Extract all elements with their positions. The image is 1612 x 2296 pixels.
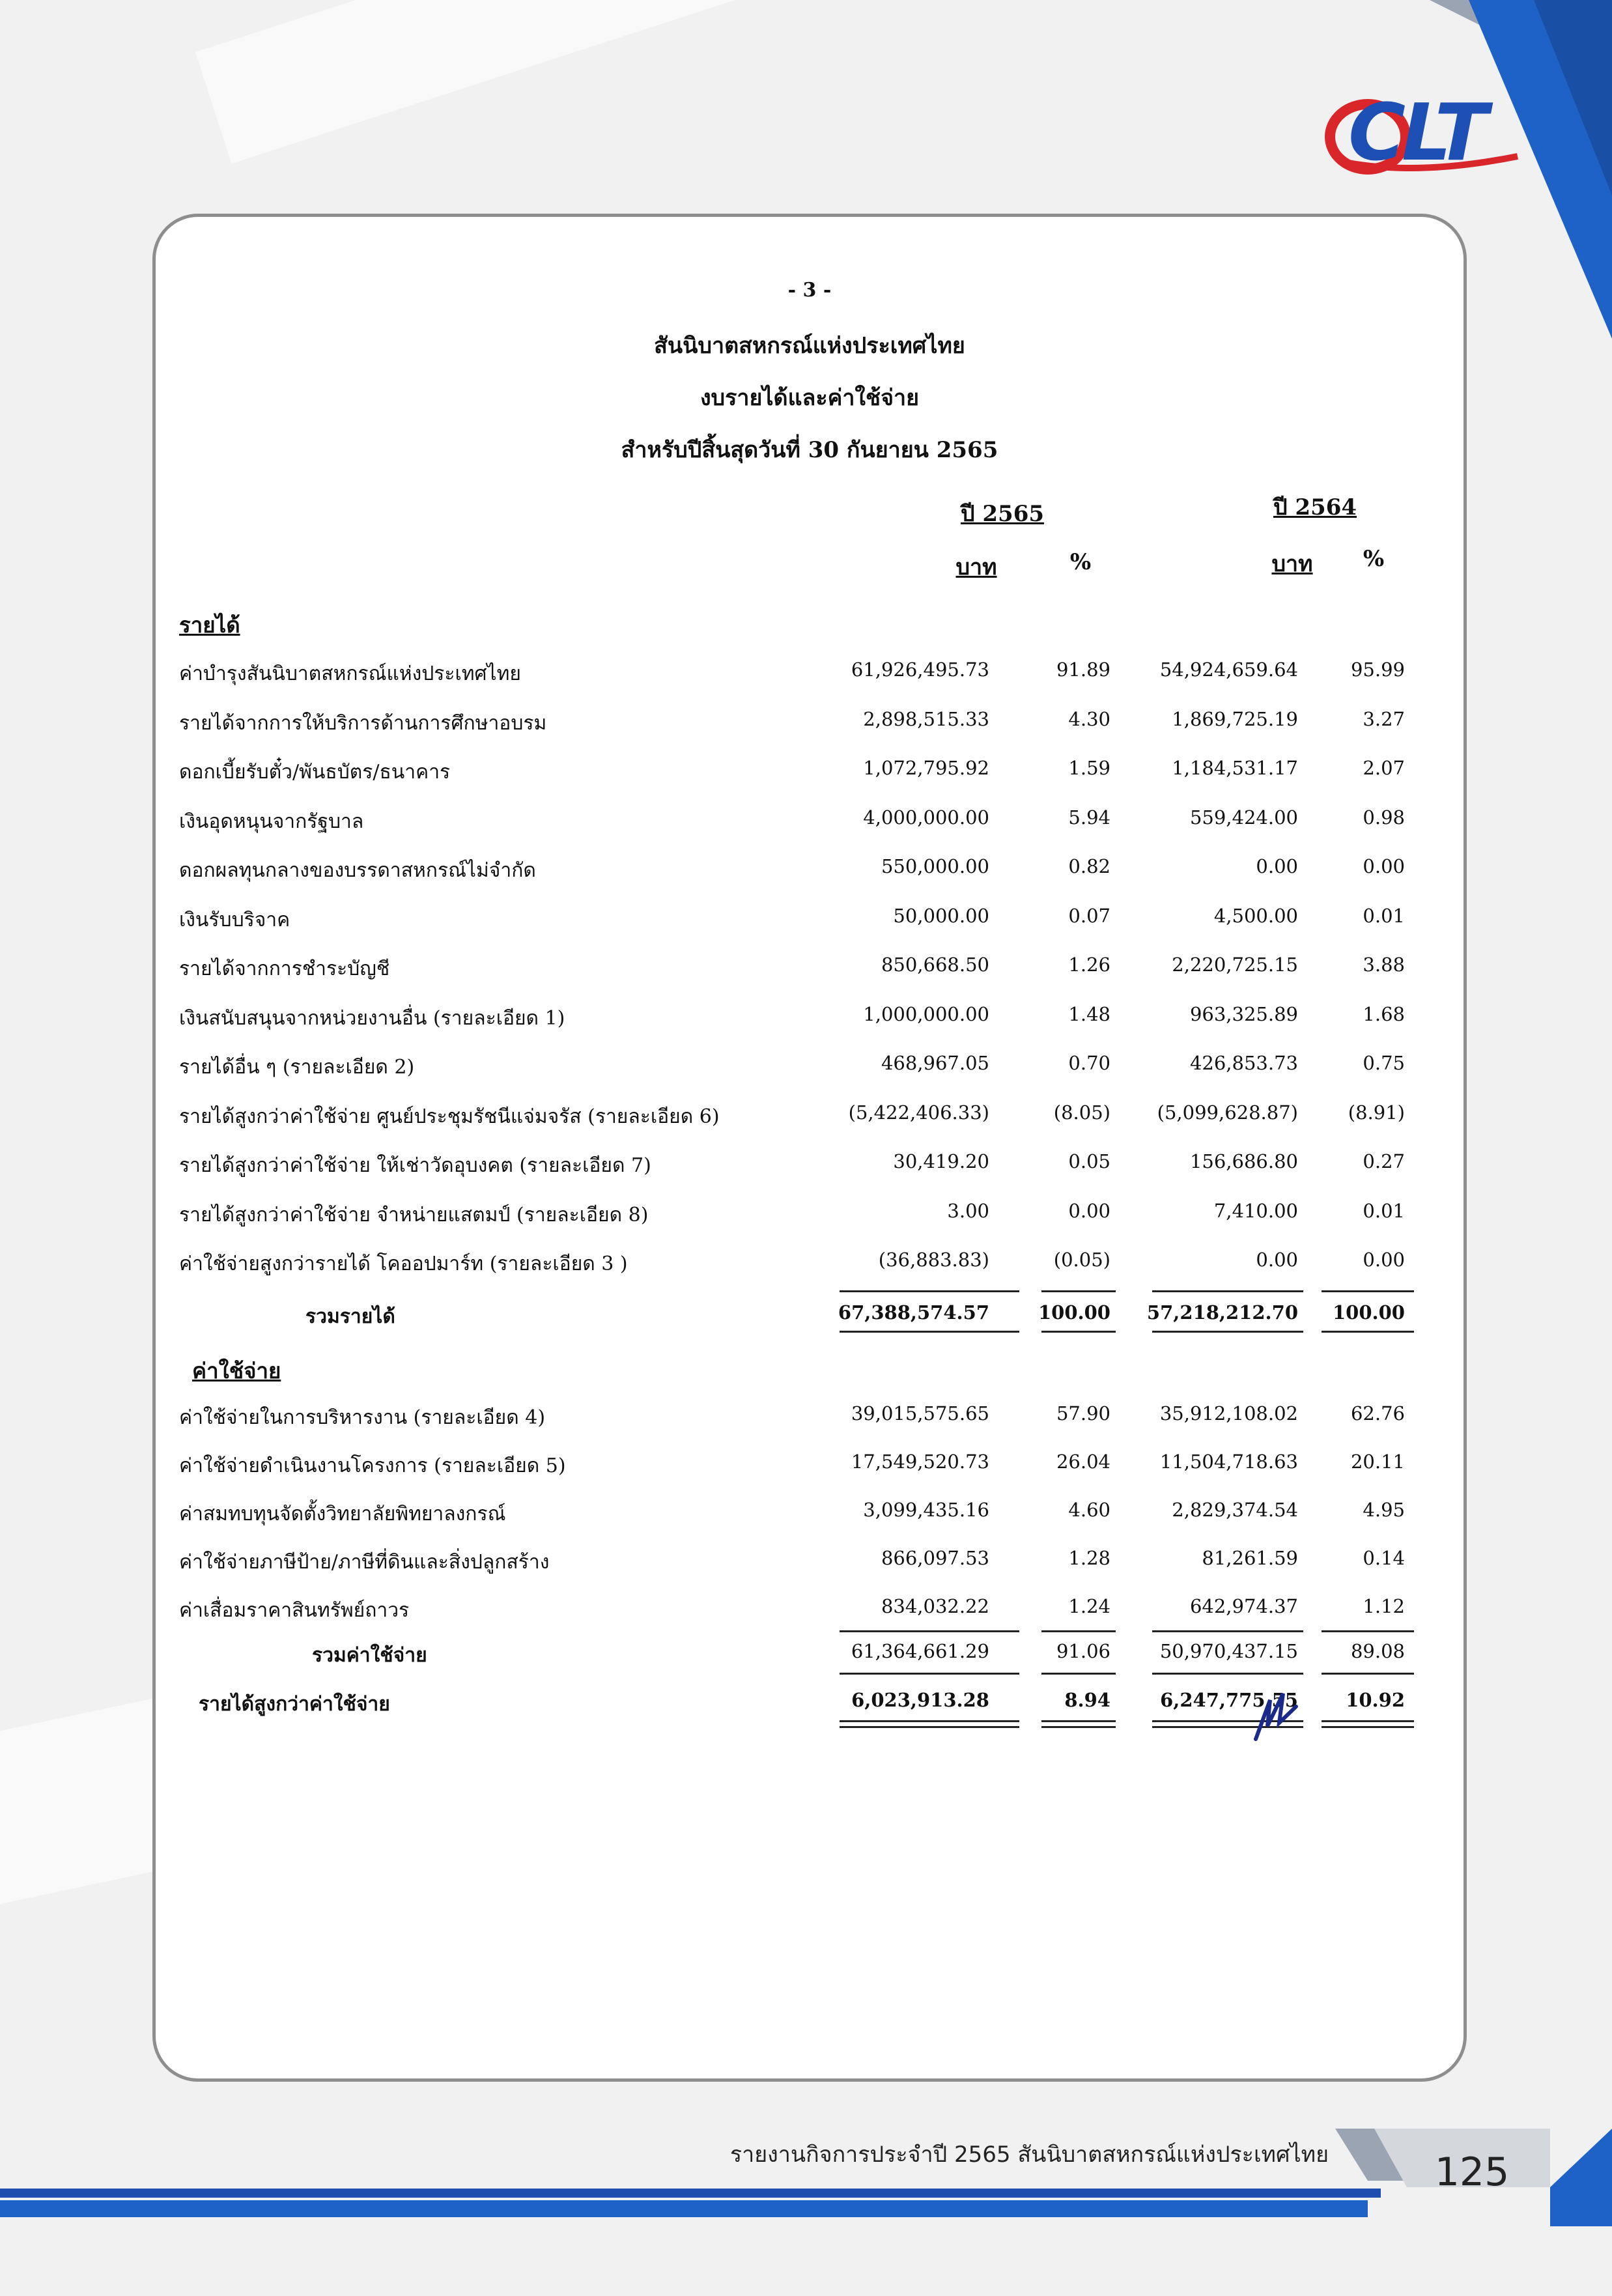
income-total-label: รวมรายได้ [305,1305,395,1328]
income-amount-2565: 4,000,000.00 [863,806,989,829]
income-amount-2565: 3.00 [947,1199,989,1222]
income-pct-2565: 5.94 [1068,806,1110,829]
income-label: เงินสนับสนุนจากหน่วยงานอื่น (รายละเอียด 1) [179,1006,565,1030]
signature-mark [1251,1687,1303,1746]
income-amount-2564: 0.00 [1256,1249,1298,1271]
expense-amount-2565: 3,099,435.16 [863,1499,989,1521]
income-label: รายได้สูงกว่าค่าใช้จ่าย ให้เช่าวัดอุบงคต (รายละเอียด 7) [179,1154,651,1177]
income-amount-2565: 550,000.00 [881,855,989,877]
income-pct-2565: 1.59 [1068,757,1110,779]
income-pct-2564: 3.88 [1363,954,1405,976]
income-label: รายได้สูงกว่าค่าใช้จ่าย ศูนย์ประชุมรัชนีแจ่มจรัส (รายละเอียด 6) [179,1105,720,1128]
expense-label: ค่าสมทบทุนจัดตั้งวิทยาลัยพิทยาลงกรณ์ [179,1503,506,1525]
income-pct-2565: (8.05) [1053,1101,1110,1124]
total-rule [1152,1331,1303,1333]
expense-pct-2564: 20.11 [1350,1451,1405,1473]
income-row [156,1249,1464,1288]
income-amount-2565: 1,000,000.00 [863,1002,989,1025]
income-amount-2565: (5,422,406.33) [848,1101,989,1124]
col-baht-prior: บาท [1271,551,1313,577]
expense-row [156,1451,1464,1490]
footer-stripe [0,2200,1368,2217]
expense-amount-2564: 35,912,108.02 [1159,1402,1298,1424]
clt-logo [1322,91,1531,176]
income-row [156,659,1464,698]
expense-amount-2565: 866,097.53 [881,1547,989,1569]
expense-amount-2565: 17,549,520.73 [851,1451,989,1473]
expense-pct-2564: 4.95 [1363,1499,1405,1521]
income-row [156,708,1464,747]
income-row [156,1200,1464,1239]
income-pct-2565: 1.48 [1068,1002,1110,1025]
grand-total-double-rule [840,1720,1019,1728]
income-amount-2565: 468,967.05 [881,1052,989,1074]
col-pct-current: % [1069,549,1092,575]
expense-pct-2565: 57.90 [1056,1402,1110,1424]
col-pct-prior: % [1363,546,1385,572]
income-total-row [156,1301,1464,1340]
income-total-2564: 57,218,212.70 [1146,1301,1298,1324]
income-pct-2565: (0.05) [1053,1249,1110,1271]
grand-total-double-rule [1041,1720,1116,1728]
income-label: ดอกเบี้ยรับตั๋ว/พันธบัตร/ธนาคาร [179,761,451,784]
expense-amount-2564: 81,261.59 [1202,1547,1298,1569]
income-label: รายได้จากการชำระบัญชี [179,957,390,980]
col-year-prior: ปี 2564 [1273,494,1357,520]
income-row [156,1003,1464,1042]
expense-amount-2564: 11,504,718.63 [1159,1451,1298,1473]
income-row [156,905,1464,944]
expense-label: ค่าใช้จ่ายดำเนินงานโครงการ (รายละเอียด 5) [179,1454,566,1477]
income-total-pct-2565: 100.00 [1038,1301,1110,1324]
expense-total-pct-2564: 89.08 [1350,1640,1405,1662]
income-pct-2565: 0.00 [1068,1199,1110,1222]
net-income-pct-2564: 10.92 [1346,1689,1405,1711]
subtotal-rule [1152,1630,1303,1632]
income-amount-2564: 1,184,531.17 [1172,757,1298,779]
subtotal-rule [840,1290,1019,1292]
income-pct-2564: 3.27 [1363,707,1405,730]
income-pct-2564: 1.68 [1363,1002,1405,1025]
subtotal-rule [1041,1290,1116,1292]
income-pct-2565: 0.05 [1068,1150,1110,1172]
income-pct-2564: 0.75 [1363,1052,1405,1074]
income-label: เงินอุดหนุนจากรัฐบาล [179,810,364,833]
income-label: รายได้อื่น ๆ (รายละเอียด 2) [179,1056,415,1079]
income-row [156,954,1464,993]
income-label: เงินรับบริจาค [179,908,290,931]
income-label: ค่าใช้จ่ายสูงกว่ารายได้ โคออปมาร์ท (รายละเอียด 3 ) [179,1253,628,1275]
income-pct-2564: 0.01 [1363,1199,1405,1222]
income-pct-2564: 0.27 [1363,1150,1405,1172]
expense-pct-2564: 0.14 [1363,1547,1405,1569]
income-pct-2565: 0.82 [1068,855,1110,877]
expense-label: ค่าเสื่อมราคาสินทรัพย์ถาวร [179,1599,410,1622]
income-amount-2564: 2,220,725.15 [1172,954,1298,976]
income-amount-2564: 4,500.00 [1213,904,1298,927]
income-row [156,1101,1464,1141]
income-amount-2564: 559,424.00 [1189,806,1298,829]
income-row [156,806,1464,845]
income-pct-2565: 0.70 [1068,1052,1110,1074]
expense-total-pct-2565: 91.06 [1056,1640,1110,1662]
income-label: รายได้สูงกว่าค่าใช้จ่าย จำหน่ายแสตมป์ (รายละเอียด 8) [179,1203,649,1226]
income-row [156,1052,1464,1091]
income-pct-2564: 0.01 [1363,904,1405,927]
expense-pct-2565: 4.60 [1068,1499,1110,1521]
expense-pct-2565: 1.24 [1068,1595,1110,1617]
income-pct-2565: 91.89 [1056,659,1110,681]
expense-amount-2564: 2,829,374.54 [1172,1499,1298,1521]
net-income-2564: 6,247,775.55 [1160,1689,1298,1711]
income-amount-2564: (5,099,628.87) [1157,1101,1298,1124]
expense-pct-2564: 62.76 [1350,1402,1405,1424]
income-amount-2564: 963,325.89 [1189,1002,1298,1025]
subtotal-rule [1041,1673,1116,1675]
income-pct-2565: 0.07 [1068,904,1110,927]
expense-label: ค่าใช้จ่ายในการบริหารงาน (รายละเอียด 4) [179,1406,546,1429]
income-amount-2565: 61,926,495.73 [851,659,989,681]
income-total-2565: 67,388,574.57 [838,1301,989,1324]
expense-amount-2565: 39,015,575.65 [851,1402,989,1424]
income-amount-2565: 30,419.20 [893,1150,989,1172]
income-row [156,1150,1464,1189]
expense-amount-2564: 642,974.37 [1189,1595,1298,1617]
page-number: 125 [1434,2149,1510,2195]
expense-row [156,1402,1464,1441]
expense-row [156,1595,1464,1634]
expense-amount-2565: 834,032.22 [881,1595,989,1617]
income-pct-2564: 2.07 [1363,757,1405,779]
expense-row [156,1547,1464,1586]
total-rule [1041,1331,1116,1333]
col-year-current: ปี 2565 [960,501,1045,527]
expense-total-2564: 50,970,437.15 [1159,1640,1298,1662]
income-amount-2565: 50,000.00 [893,904,989,927]
subtotal-rule [840,1630,1019,1632]
col-baht-current: บาท [955,554,997,580]
statement-period: สำหรับปีสิ้นสุดวันที่ 30 กันยายน 2565 [621,437,998,463]
income-total-pct-2564: 100.00 [1333,1301,1405,1324]
income-amount-2565: 1,072,795.92 [863,757,989,779]
income-amount-2565: 2,898,515.33 [863,707,989,730]
expense-total-2565: 61,364,661.29 [851,1640,989,1662]
org-name: สันนิบาตสหกรณ์แห่งประเทศไทย [654,333,965,359]
income-label: ดอกผลทุนกลางของบรรดาสหกรณ์ไม่จำกัด [179,859,536,882]
subtotal-rule [840,1673,1019,1675]
income-amount-2565: (36,883.83) [878,1249,989,1271]
subtotal-rule [1152,1290,1303,1292]
income-pct-2565: 4.30 [1068,707,1110,730]
subtotal-rule [1322,1290,1414,1292]
income-row [156,757,1464,796]
statement-title: งบรายได้และค่าใช้จ่าย [700,385,920,411]
expense-label: ค่าใช้จ่ายภาษีป้าย/ภาษีที่ดินและสิ่งปลูกสร้าง [179,1551,550,1574]
total-rule [840,1331,1019,1333]
income-amount-2564: 156,686.80 [1189,1150,1298,1172]
subtotal-rule [1152,1673,1303,1675]
income-pct-2564: 0.98 [1363,806,1405,829]
expense-section-heading: ค่าใช้จ่าย [192,1358,281,1383]
expense-total-label: รวมค่าใช้จ่าย [312,1644,427,1667]
income-pct-2564: (8.91) [1348,1101,1405,1124]
total-rule [1322,1331,1414,1333]
net-income-label: รายได้สูงกว่าค่าใช้จ่าย [199,1693,390,1716]
income-pct-2565: 1.26 [1068,954,1110,976]
income-pct-2564: 0.00 [1363,1249,1405,1271]
income-pct-2564: 0.00 [1363,855,1405,877]
subtotal-rule [1322,1673,1414,1675]
footer-stripe [0,2189,1381,2198]
income-amount-2564: 0.00 [1256,855,1298,877]
footer-report-title: รายงานกิจการประจำปี 2565 สันนิบาตสหกรณ์แห่งประเทศไทย [729,2142,1329,2168]
net-income-pct-2565: 8.94 [1064,1689,1110,1711]
svg-text:CLT: CLT [1348,91,1484,176]
statement-card [152,214,1467,2082]
income-amount-2564: 7,410.00 [1213,1199,1298,1222]
income-label: ค่าบำรุงสันนิบาตสหกรณ์แห่งประเทศไทย [179,662,521,685]
net-income-2565: 6,023,913.28 [851,1689,989,1711]
expense-pct-2564: 1.12 [1363,1595,1405,1617]
grand-total-double-rule [1322,1720,1414,1728]
income-amount-2564: 1,869,725.19 [1172,707,1298,730]
income-section-heading: รายได้ [179,612,240,638]
subtotal-rule [1322,1630,1414,1632]
income-amount-2564: 426,853.73 [1189,1052,1298,1074]
income-row [156,855,1464,894]
income-amount-2565: 850,668.50 [881,954,989,976]
income-label: รายได้จากการให้บริการด้านการศึกษาอบรม [179,711,547,735]
page-marker: - 3 - [787,279,832,302]
expense-row [156,1499,1464,1538]
income-amount-2564: 54,924,659.64 [1159,659,1298,681]
income-pct-2564: 95.99 [1350,659,1405,681]
expense-pct-2565: 1.28 [1068,1547,1110,1569]
expense-pct-2565: 26.04 [1056,1451,1110,1473]
subtotal-rule [1041,1630,1116,1632]
